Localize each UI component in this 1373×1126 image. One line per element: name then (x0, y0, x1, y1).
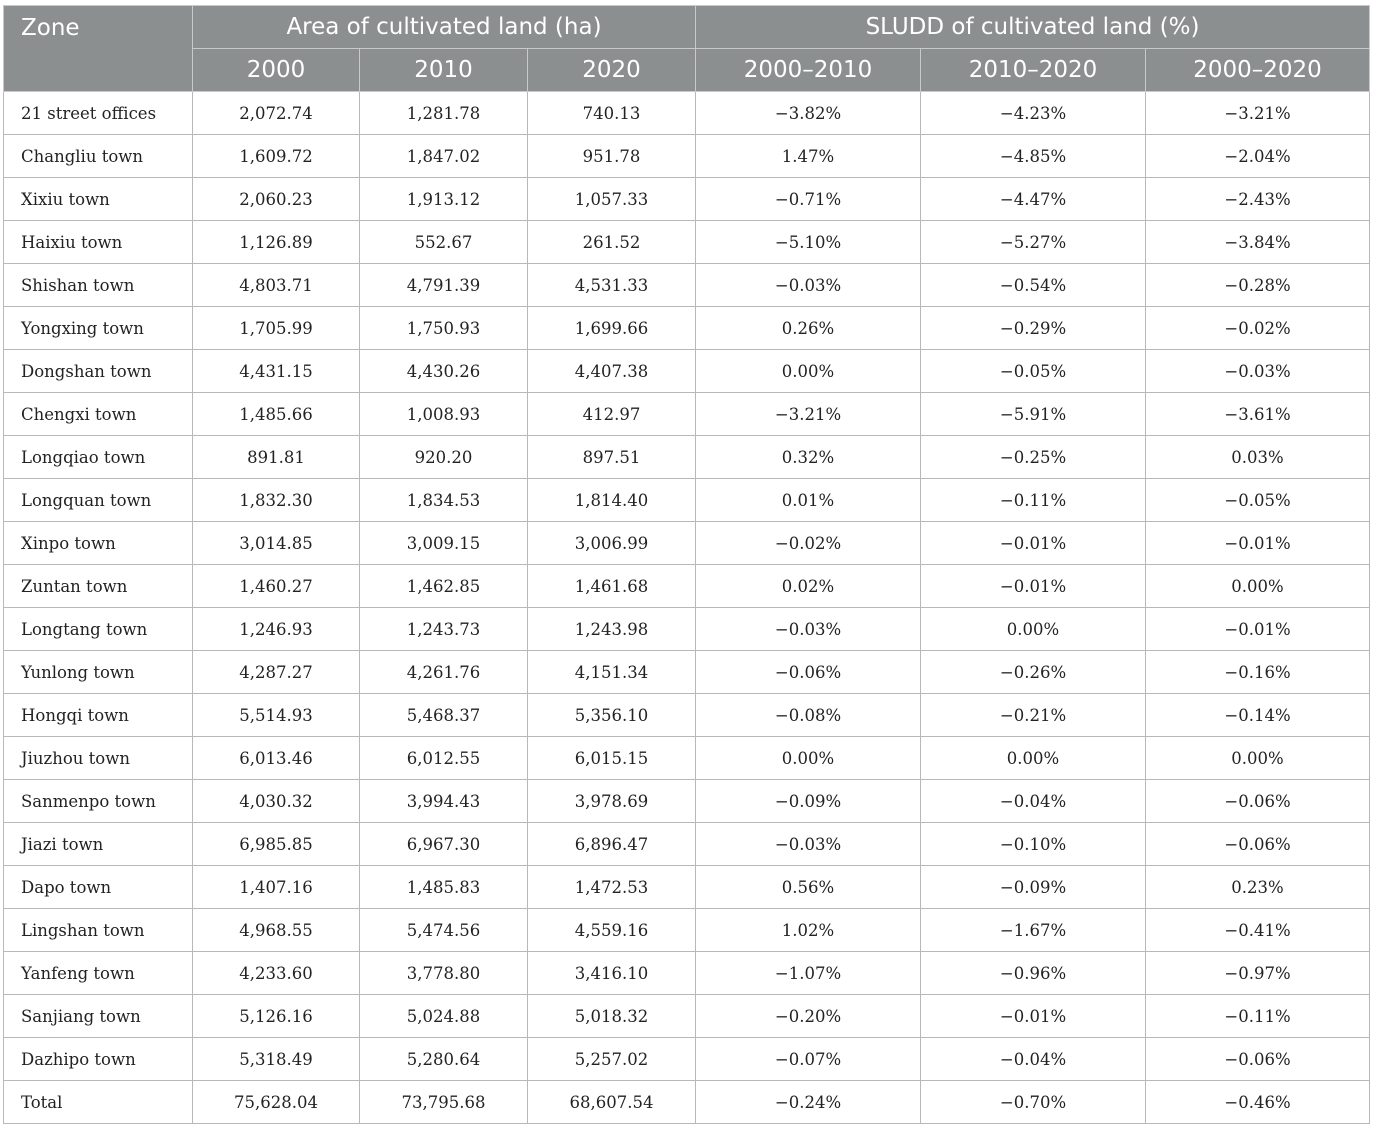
table-row (4, 436, 1370, 479)
cell-sludd-2010-2020: −0.25% (921, 436, 1146, 479)
cell-zone-name: Hongqi town (4, 694, 193, 737)
table-row (4, 221, 1370, 264)
header-sludd-2000-2010: 2000–2010 (696, 49, 921, 92)
cell-zone-name: Chengxi town (4, 393, 193, 436)
cell-area-2010: 4,791.39 (360, 264, 528, 307)
cell-sludd-2000-2020: −0.16% (1146, 651, 1370, 694)
cell-sludd-2010-2020: −0.10% (921, 823, 1146, 866)
cell-area-2010: 1,834.53 (360, 479, 528, 522)
cell-area-2000: 4,287.27 (193, 651, 360, 694)
cell-area-2010: 1,462.85 (360, 565, 528, 608)
cell-sludd-2000-2020: −3.21% (1146, 92, 1370, 135)
table-row (4, 264, 1370, 307)
cell-zone-name: Longqiao town (4, 436, 193, 479)
table-row (4, 823, 1370, 866)
cell-sludd-2000-2020: −0.14% (1146, 694, 1370, 737)
cell-area-2010: 552.67 (360, 221, 528, 264)
cell-sludd-2010-2020: −0.01% (921, 565, 1146, 608)
cell-zone-name: Lingshan town (4, 909, 193, 952)
cell-sludd-2000-2020: −0.05% (1146, 479, 1370, 522)
cell-sludd-2000-2010: −3.82% (696, 92, 921, 135)
cell-sludd-2000-2020: −3.84% (1146, 221, 1370, 264)
cell-area-2020: 3,006.99 (528, 522, 696, 565)
cell-sludd-2000-2010: −0.03% (696, 608, 921, 651)
cell-sludd-2000-2010: 0.02% (696, 565, 921, 608)
cell-area-2020: 4,407.38 (528, 350, 696, 393)
cell-area-2020: 261.52 (528, 221, 696, 264)
cell-zone-name: Longquan town (4, 479, 193, 522)
cell-sludd-2000-2010: −0.03% (696, 264, 921, 307)
table-row (4, 651, 1370, 694)
cell-area-2010: 6,967.30 (360, 823, 528, 866)
table-row (4, 178, 1370, 221)
cell-area-2000: 5,514.93 (193, 694, 360, 737)
table-row (4, 393, 1370, 436)
cell-sludd-2000-2010: −0.06% (696, 651, 921, 694)
cell-area-2020: 412.97 (528, 393, 696, 436)
cell-area-2020: 4,559.16 (528, 909, 696, 952)
table-row (4, 522, 1370, 565)
cell-sludd-2000-2010: −0.20% (696, 995, 921, 1038)
cell-area-2020: 1,243.98 (528, 608, 696, 651)
header-row-groups (4, 6, 1370, 49)
cell-sludd-2010-2020: −0.04% (921, 780, 1146, 823)
cell-area-2010: 6,012.55 (360, 737, 528, 780)
cell-area-2000: 6,013.46 (193, 737, 360, 780)
table-row (4, 350, 1370, 393)
header-sludd-2000-2020: 2000–2020 (1146, 49, 1370, 92)
cell-area-2020: 4,531.33 (528, 264, 696, 307)
cell-sludd-2010-2020: −0.70% (921, 1081, 1146, 1124)
cell-area-2010: 1,008.93 (360, 393, 528, 436)
cell-sludd-2010-2020: −5.91% (921, 393, 1146, 436)
cell-area-2000: 4,030.32 (193, 780, 360, 823)
cell-sludd-2000-2010: −0.24% (696, 1081, 921, 1124)
cell-sludd-2000-2010: 0.32% (696, 436, 921, 479)
cell-sludd-2010-2020: −4.47% (921, 178, 1146, 221)
cell-area-2010: 1,281.78 (360, 92, 528, 135)
cell-area-2010: 1,847.02 (360, 135, 528, 178)
cell-sludd-2000-2010: −0.08% (696, 694, 921, 737)
cell-sludd-2010-2020: −0.11% (921, 479, 1146, 522)
cell-sludd-2010-2020: −0.01% (921, 995, 1146, 1038)
cell-area-2000: 4,233.60 (193, 952, 360, 995)
table-row (4, 780, 1370, 823)
cell-area-2000: 1,126.89 (193, 221, 360, 264)
cell-area-2000: 4,803.71 (193, 264, 360, 307)
cell-area-2000: 1,460.27 (193, 565, 360, 608)
cell-sludd-2000-2010: −3.21% (696, 393, 921, 436)
cell-sludd-2000-2010: −5.10% (696, 221, 921, 264)
cell-zone-name: Dazhipo town (4, 1038, 193, 1081)
cell-sludd-2000-2020: −2.43% (1146, 178, 1370, 221)
cell-area-2020: 1,814.40 (528, 479, 696, 522)
table-row (4, 909, 1370, 952)
cell-zone-name: Longtang town (4, 608, 193, 651)
cell-area-2010: 5,280.64 (360, 1038, 528, 1081)
table-row (4, 866, 1370, 909)
cell-sludd-2000-2020: −0.41% (1146, 909, 1370, 952)
cell-sludd-2000-2010: −0.09% (696, 780, 921, 823)
cell-area-2020: 1,057.33 (528, 178, 696, 221)
header-row-subcolumns (4, 49, 1370, 92)
cell-zone-name: Dongshan town (4, 350, 193, 393)
cell-area-2000: 5,318.49 (193, 1038, 360, 1081)
cell-area-2010: 4,430.26 (360, 350, 528, 393)
cell-sludd-2010-2020: 0.00% (921, 737, 1146, 780)
cell-sludd-2000-2010: −0.07% (696, 1038, 921, 1081)
cell-sludd-2010-2020: −0.09% (921, 866, 1146, 909)
cell-sludd-2000-2010: 0.01% (696, 479, 921, 522)
header-area-group: Area of cultivated land (ha) (193, 6, 696, 49)
cell-sludd-2000-2020: −0.11% (1146, 995, 1370, 1038)
cell-area-2020: 1,461.68 (528, 565, 696, 608)
cell-sludd-2000-2020: −0.01% (1146, 522, 1370, 565)
cell-area-2020: 740.13 (528, 92, 696, 135)
cell-area-2000: 1,407.16 (193, 866, 360, 909)
cell-zone-name: Yongxing town (4, 307, 193, 350)
cell-area-2000: 891.81 (193, 436, 360, 479)
cell-zone-name: Zuntan town (4, 565, 193, 608)
cell-area-2020: 68,607.54 (528, 1081, 696, 1124)
table-body (4, 92, 1370, 1124)
cell-sludd-2000-2020: −0.06% (1146, 780, 1370, 823)
cell-area-2020: 5,018.32 (528, 995, 696, 1038)
cell-sludd-2000-2020: 0.23% (1146, 866, 1370, 909)
table-row (4, 952, 1370, 995)
header-area-2020: 2020 (528, 49, 696, 92)
cell-area-2010: 1,750.93 (360, 307, 528, 350)
cell-zone-name: Jiazi town (4, 823, 193, 866)
cell-sludd-2000-2020: −2.04% (1146, 135, 1370, 178)
table-row (4, 92, 1370, 135)
cell-zone-name: Sanjiang town (4, 995, 193, 1038)
cell-area-2020: 1,472.53 (528, 866, 696, 909)
cell-sludd-2000-2020: 0.00% (1146, 565, 1370, 608)
cell-zone-name: Yunlong town (4, 651, 193, 694)
cell-sludd-2000-2020: 0.03% (1146, 436, 1370, 479)
table-row (4, 565, 1370, 608)
cell-sludd-2000-2020: −0.02% (1146, 307, 1370, 350)
cell-sludd-2000-2020: 0.00% (1146, 737, 1370, 780)
cell-zone-name: Haixiu town (4, 221, 193, 264)
cell-area-2000: 1,246.93 (193, 608, 360, 651)
header-sludd-group: SLUDD of cultivated land (%) (696, 6, 1370, 49)
cell-sludd-2000-2020: −0.28% (1146, 264, 1370, 307)
cell-sludd-2010-2020: −0.04% (921, 1038, 1146, 1081)
cell-area-2000: 2,060.23 (193, 178, 360, 221)
cell-area-2000: 75,628.04 (193, 1081, 360, 1124)
cell-area-2020: 6,015.15 (528, 737, 696, 780)
cell-sludd-2000-2010: 0.56% (696, 866, 921, 909)
cell-area-2020: 4,151.34 (528, 651, 696, 694)
table-row (4, 694, 1370, 737)
cell-area-2020: 3,978.69 (528, 780, 696, 823)
cell-sludd-2010-2020: 0.00% (921, 608, 1146, 651)
cell-area-2010: 4,261.76 (360, 651, 528, 694)
cell-area-2000: 2,072.74 (193, 92, 360, 135)
cell-sludd-2000-2010: 0.00% (696, 737, 921, 780)
cell-area-2010: 920.20 (360, 436, 528, 479)
cell-sludd-2000-2010: 0.00% (696, 350, 921, 393)
cell-sludd-2010-2020: −0.54% (921, 264, 1146, 307)
cell-area-2020: 3,416.10 (528, 952, 696, 995)
cell-area-2020: 1,699.66 (528, 307, 696, 350)
cell-sludd-2000-2010: 1.02% (696, 909, 921, 952)
cell-sludd-2010-2020: −0.26% (921, 651, 1146, 694)
cell-area-2010: 3,778.80 (360, 952, 528, 995)
cultivated-land-table (3, 5, 1370, 1124)
cell-area-2020: 6,896.47 (528, 823, 696, 866)
cell-area-2000: 1,609.72 (193, 135, 360, 178)
cell-sludd-2010-2020: −0.96% (921, 952, 1146, 995)
cell-sludd-2000-2020: −0.01% (1146, 608, 1370, 651)
cell-sludd-2000-2020: −0.46% (1146, 1081, 1370, 1124)
cell-sludd-2000-2010: 1.47% (696, 135, 921, 178)
cell-sludd-2000-2010: −0.02% (696, 522, 921, 565)
header-zone: Zone (4, 6, 193, 92)
cell-area-2020: 897.51 (528, 436, 696, 479)
table-row (4, 737, 1370, 780)
cell-zone-name: 21 street offices (4, 92, 193, 135)
cell-area-2010: 1,485.83 (360, 866, 528, 909)
header-sludd-2010-2020: 2010–2020 (921, 49, 1146, 92)
cell-zone-name: Jiuzhou town (4, 737, 193, 780)
cell-zone-name: Xinpo town (4, 522, 193, 565)
cell-zone-name: Total (4, 1081, 193, 1124)
cell-sludd-2010-2020: −1.67% (921, 909, 1146, 952)
cell-sludd-2000-2020: −0.06% (1146, 1038, 1370, 1081)
cell-area-2010: 3,009.15 (360, 522, 528, 565)
cell-area-2000: 3,014.85 (193, 522, 360, 565)
cell-sludd-2000-2010: −0.71% (696, 178, 921, 221)
cell-area-2010: 1,243.73 (360, 608, 528, 651)
table-row (4, 995, 1370, 1038)
cell-area-2000: 1,832.30 (193, 479, 360, 522)
cell-zone-name: Shishan town (4, 264, 193, 307)
cell-sludd-2000-2010: −0.03% (696, 823, 921, 866)
cell-area-2000: 5,126.16 (193, 995, 360, 1038)
cell-zone-name: Dapo town (4, 866, 193, 909)
cell-area-2000: 1,485.66 (193, 393, 360, 436)
cell-sludd-2010-2020: −0.29% (921, 307, 1146, 350)
cell-zone-name: Yanfeng town (4, 952, 193, 995)
table-row (4, 608, 1370, 651)
table-row (4, 479, 1370, 522)
cell-area-2010: 1,913.12 (360, 178, 528, 221)
cell-sludd-2010-2020: −0.01% (921, 522, 1146, 565)
cell-sludd-2010-2020: −0.05% (921, 350, 1146, 393)
cell-area-2020: 951.78 (528, 135, 696, 178)
cell-area-2010: 5,468.37 (360, 694, 528, 737)
cell-area-2010: 5,024.88 (360, 995, 528, 1038)
cell-sludd-2010-2020: −0.21% (921, 694, 1146, 737)
cell-sludd-2000-2020: −0.03% (1146, 350, 1370, 393)
cell-zone-name: Sanmenpo town (4, 780, 193, 823)
table-row (4, 1038, 1370, 1081)
cell-zone-name: Xixiu town (4, 178, 193, 221)
table-row (4, 135, 1370, 178)
cell-area-2000: 4,968.55 (193, 909, 360, 952)
header-area-2000: 2000 (193, 49, 360, 92)
table-row (4, 307, 1370, 350)
cell-area-2010: 5,474.56 (360, 909, 528, 952)
cell-sludd-2010-2020: −5.27% (921, 221, 1146, 264)
cell-sludd-2010-2020: −4.23% (921, 92, 1146, 135)
cell-sludd-2000-2020: −0.97% (1146, 952, 1370, 995)
cell-sludd-2010-2020: −4.85% (921, 135, 1146, 178)
cell-sludd-2000-2010: 0.26% (696, 307, 921, 350)
cell-area-2020: 5,356.10 (528, 694, 696, 737)
cell-sludd-2000-2020: −3.61% (1146, 393, 1370, 436)
cell-area-2010: 3,994.43 (360, 780, 528, 823)
cell-sludd-2000-2010: −1.07% (696, 952, 921, 995)
cell-sludd-2000-2020: −0.06% (1146, 823, 1370, 866)
total-row (4, 1081, 1370, 1124)
cell-area-2000: 1,705.99 (193, 307, 360, 350)
cell-area-2000: 4,431.15 (193, 350, 360, 393)
header-area-2010: 2010 (360, 49, 528, 92)
cell-area-2020: 5,257.02 (528, 1038, 696, 1081)
cell-area-2000: 6,985.85 (193, 823, 360, 866)
cell-area-2010: 73,795.68 (360, 1081, 528, 1124)
cell-zone-name: Changliu town (4, 135, 193, 178)
